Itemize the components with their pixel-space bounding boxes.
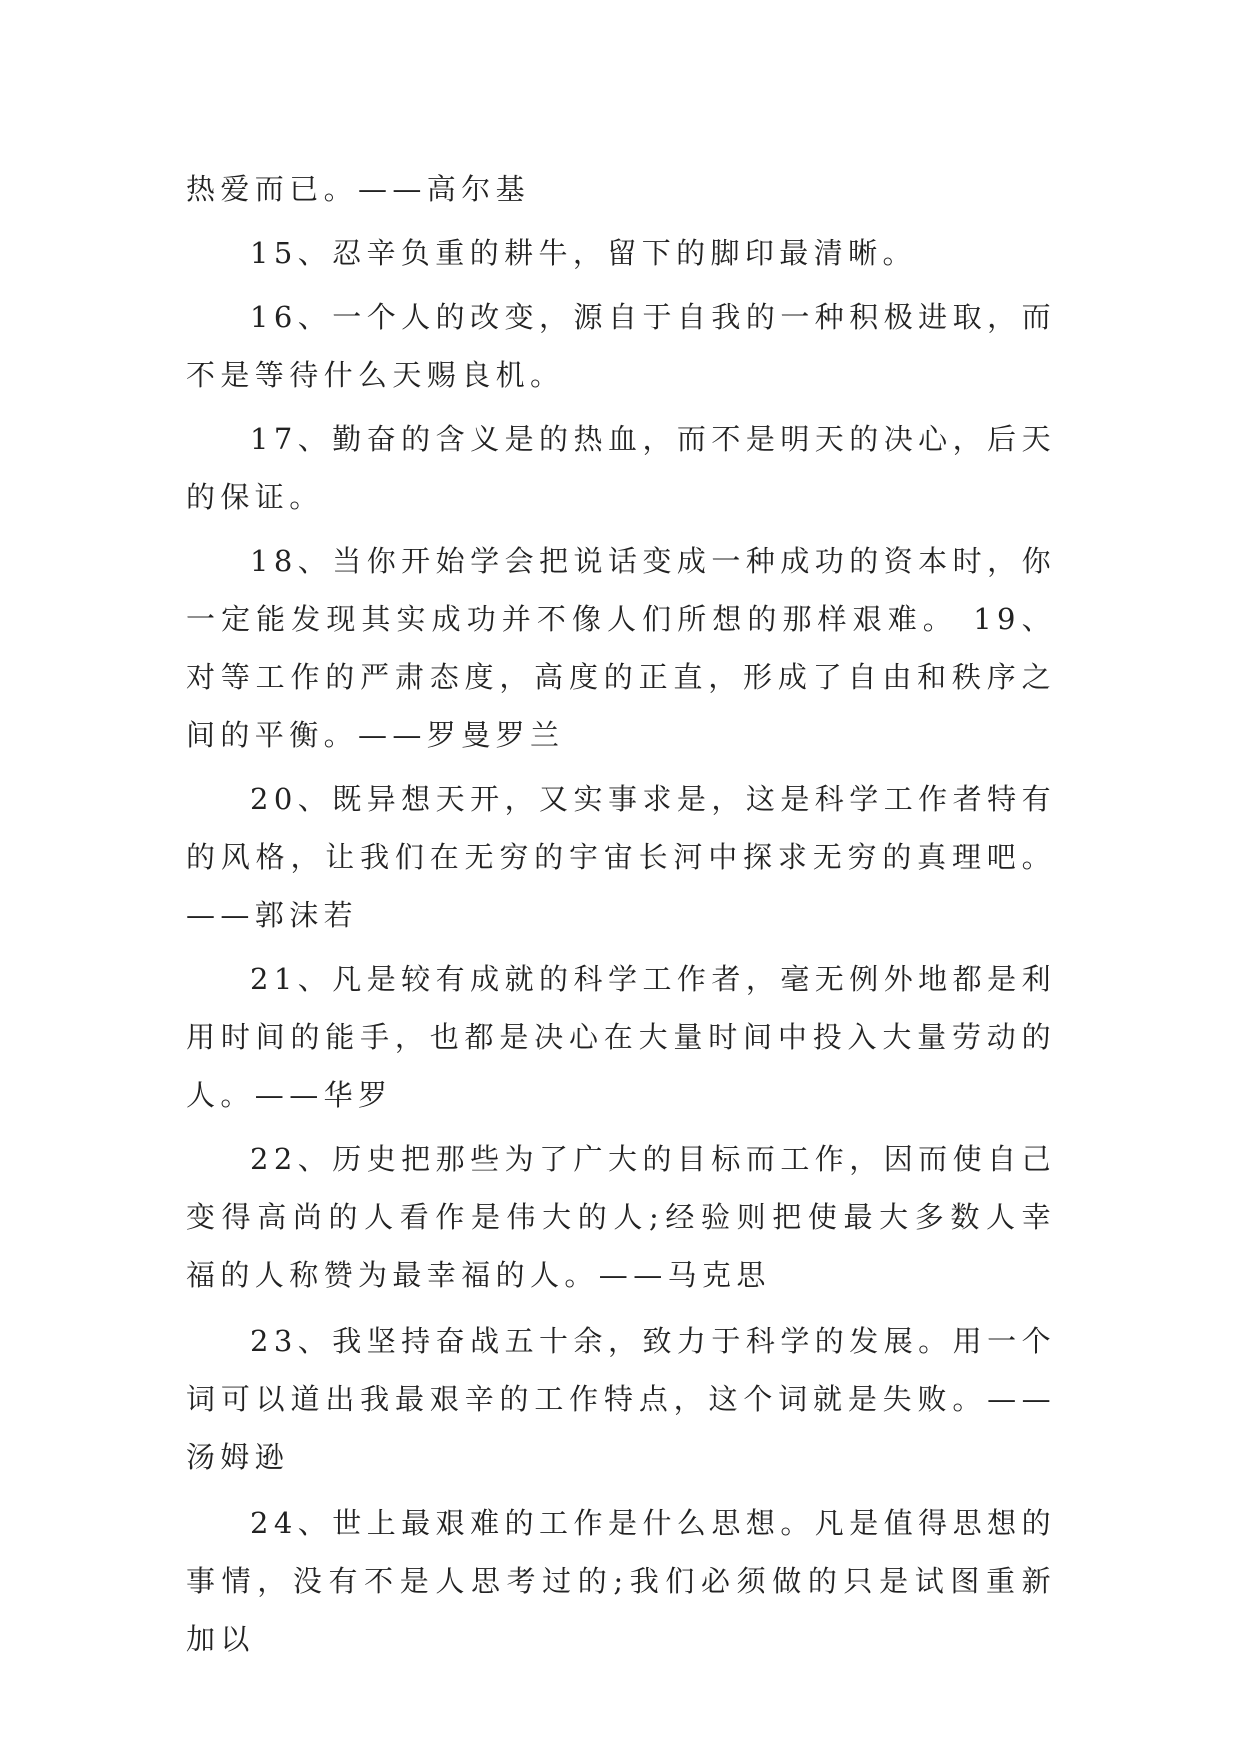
paragraph-continuation: 热爱而已。——高尔基 — [186, 172, 531, 206]
quote-24: 24、世上最艰难的工作是什么思想。凡是值得思想的事情，没有不是人思考过的;我们必须做的只是试图重新加以 — [186, 1506, 1056, 1656]
quote-18-19: 18、当你开始学会把说话变成一种成功的资本时，你一定能发现其实成功并不像人们所想的那样艰难。 19、对等工作的严肃态度，高度的正直，形成了自由和秩序之间的平衡。——罗曼罗兰 — [186, 544, 1056, 752]
document-body — [186, 160, 1056, 1656]
quote-23: 23、我坚持奋战五十余，致力于科学的发展。用一个词可以道出我最艰辛的工作特点，这个词就是失败。——汤姆逊 — [186, 1324, 1056, 1474]
quote-16: 16、一个人的改变，源自于自我的一种积极进取，而不是等待什么天赐良机。 — [186, 300, 1056, 392]
quote-15: 15、忍辛负重的耕牛，留下的脚印最清晰。 — [250, 236, 917, 270]
quote-21: 21、凡是较有成就的科学工作者，毫无例外地都是利用时间的能手，也都是决心在大量时间中投入大量劳动的人。——华罗 — [186, 962, 1056, 1112]
quote-17: 17、勤奋的含义是的热血，而不是明天的决心，后天的保证。 — [186, 422, 1056, 514]
quote-20: 20、既异想天开，又实事求是，这是科学工作者特有的风格，让我们在无穷的宇宙长河中探求无穷的真理吧。——郭沫若 — [186, 782, 1056, 932]
quote-22: 22、历史把那些为了广大的目标而工作，因而使自己变得高尚的人看作是伟大的人;经验则把使最大多数人幸福的人称赞为最幸福的人。——马克思 — [186, 1142, 1056, 1292]
